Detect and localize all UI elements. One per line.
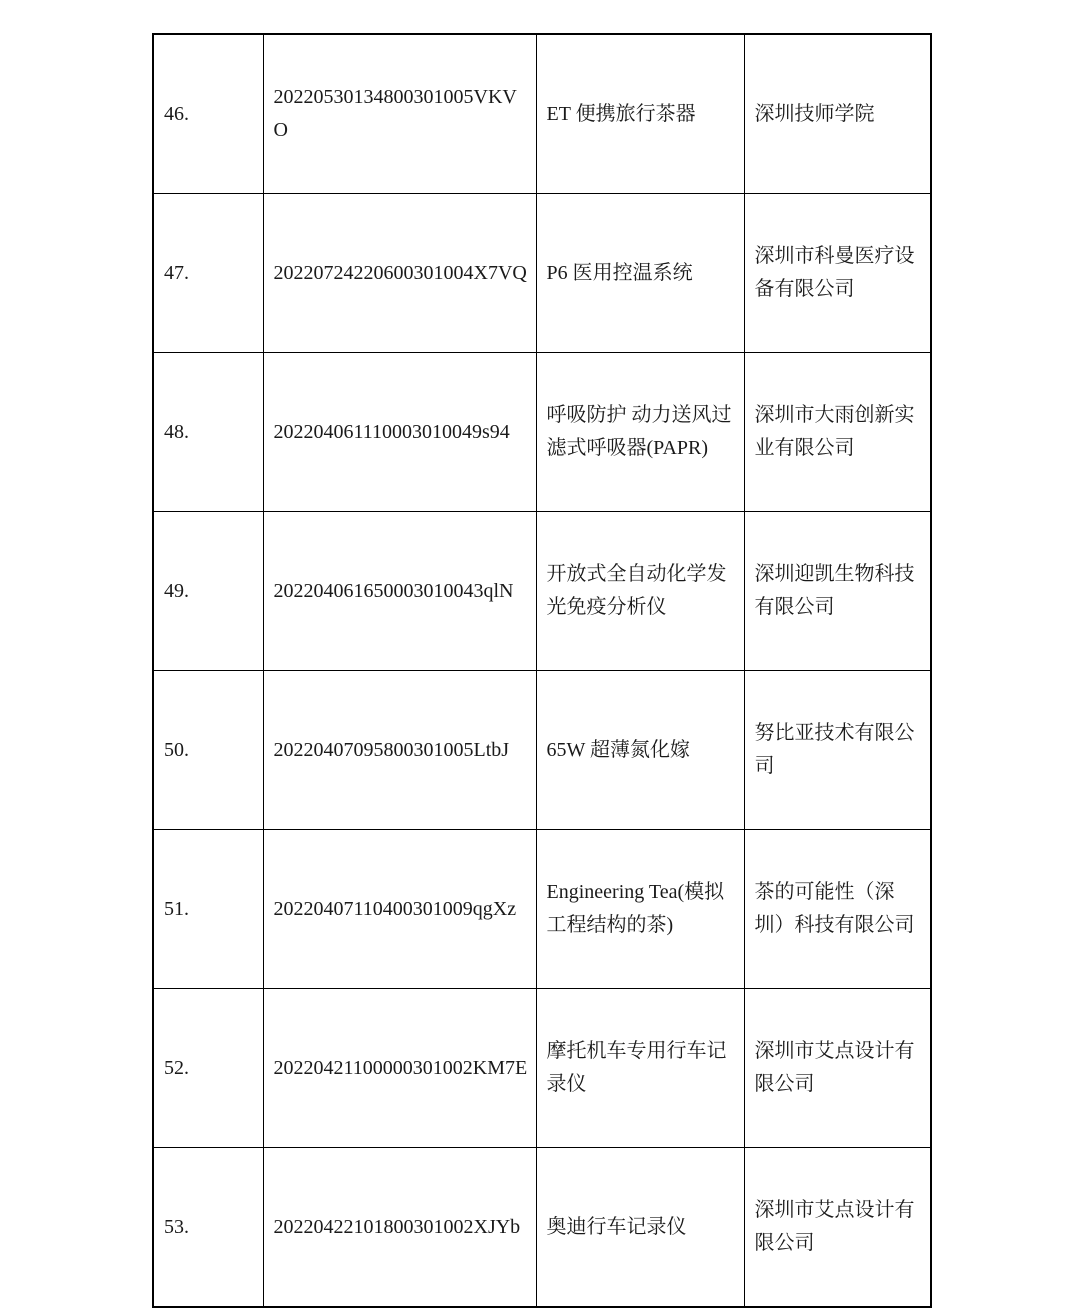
registration-code-cell: 20220421100000301002KM7E [263,989,536,1148]
table-row [153,512,931,671]
registration-code-cell: 20220724220600301004X7VQ [263,194,536,353]
company-name-cell: 深圳市科曼医疗设备有限公司 [744,194,931,353]
company-name-cell: 深圳市大雨创新实业有限公司 [744,353,931,512]
product-name-cell: 摩托机车专用行车记录仪 [536,989,744,1148]
registration-code-cell: 20220530134800301005VKVO [263,34,536,194]
company-name-cell: 深圳技师学院 [744,34,931,194]
row-number-cell: 46. [153,34,263,194]
table-row [153,671,931,830]
table-row [153,1148,931,1308]
row-number-cell: 48. [153,353,263,512]
company-name-cell: 深圳市艾点设计有限公司 [744,1148,931,1308]
registration-code-cell: 20220407095800301005LtbJ [263,671,536,830]
row-number-cell: 52. [153,989,263,1148]
table-row [153,830,931,989]
registration-code-cell: 20220422101800301002XJYb [263,1148,536,1308]
product-name-cell: ET 便携旅行茶器 [536,34,744,194]
product-name-cell: 奥迪行车记录仪 [536,1148,744,1308]
company-name-cell: 深圳市艾点设计有限公司 [744,989,931,1148]
product-name-cell: Engineering Tea(模拟工程结构的茶) [536,830,744,989]
row-number-cell: 51. [153,830,263,989]
table-row [153,989,931,1148]
row-number-cell: 49. [153,512,263,671]
registration-code-cell: 20220407110400301009qgXz [263,830,536,989]
company-name-cell: 茶的可能性（深圳）科技有限公司 [744,830,931,989]
table-row [153,353,931,512]
product-name-cell: 65W 超薄氮化嫁 [536,671,744,830]
row-number-cell: 47. [153,194,263,353]
row-number-cell: 53. [153,1148,263,1308]
company-name-cell: 努比亚技术有限公司 [744,671,931,830]
company-name-cell: 深圳迎凯生物科技有限公司 [744,512,931,671]
registration-code-cell: 202204061110003010049s94 [263,353,536,512]
table-row [153,34,931,194]
registration-table-body [153,34,931,1307]
row-number-cell: 50. [153,671,263,830]
product-name-cell: P6 医用控温系统 [536,194,744,353]
registration-table [152,33,932,1308]
table-row [153,194,931,353]
registration-code-cell: 202204061650003010043qlN [263,512,536,671]
product-name-cell: 开放式全自动化学发光免疫分析仪 [536,512,744,671]
product-name-cell: 呼吸防护 动力送风过滤式呼吸器(PAPR) [536,353,744,512]
